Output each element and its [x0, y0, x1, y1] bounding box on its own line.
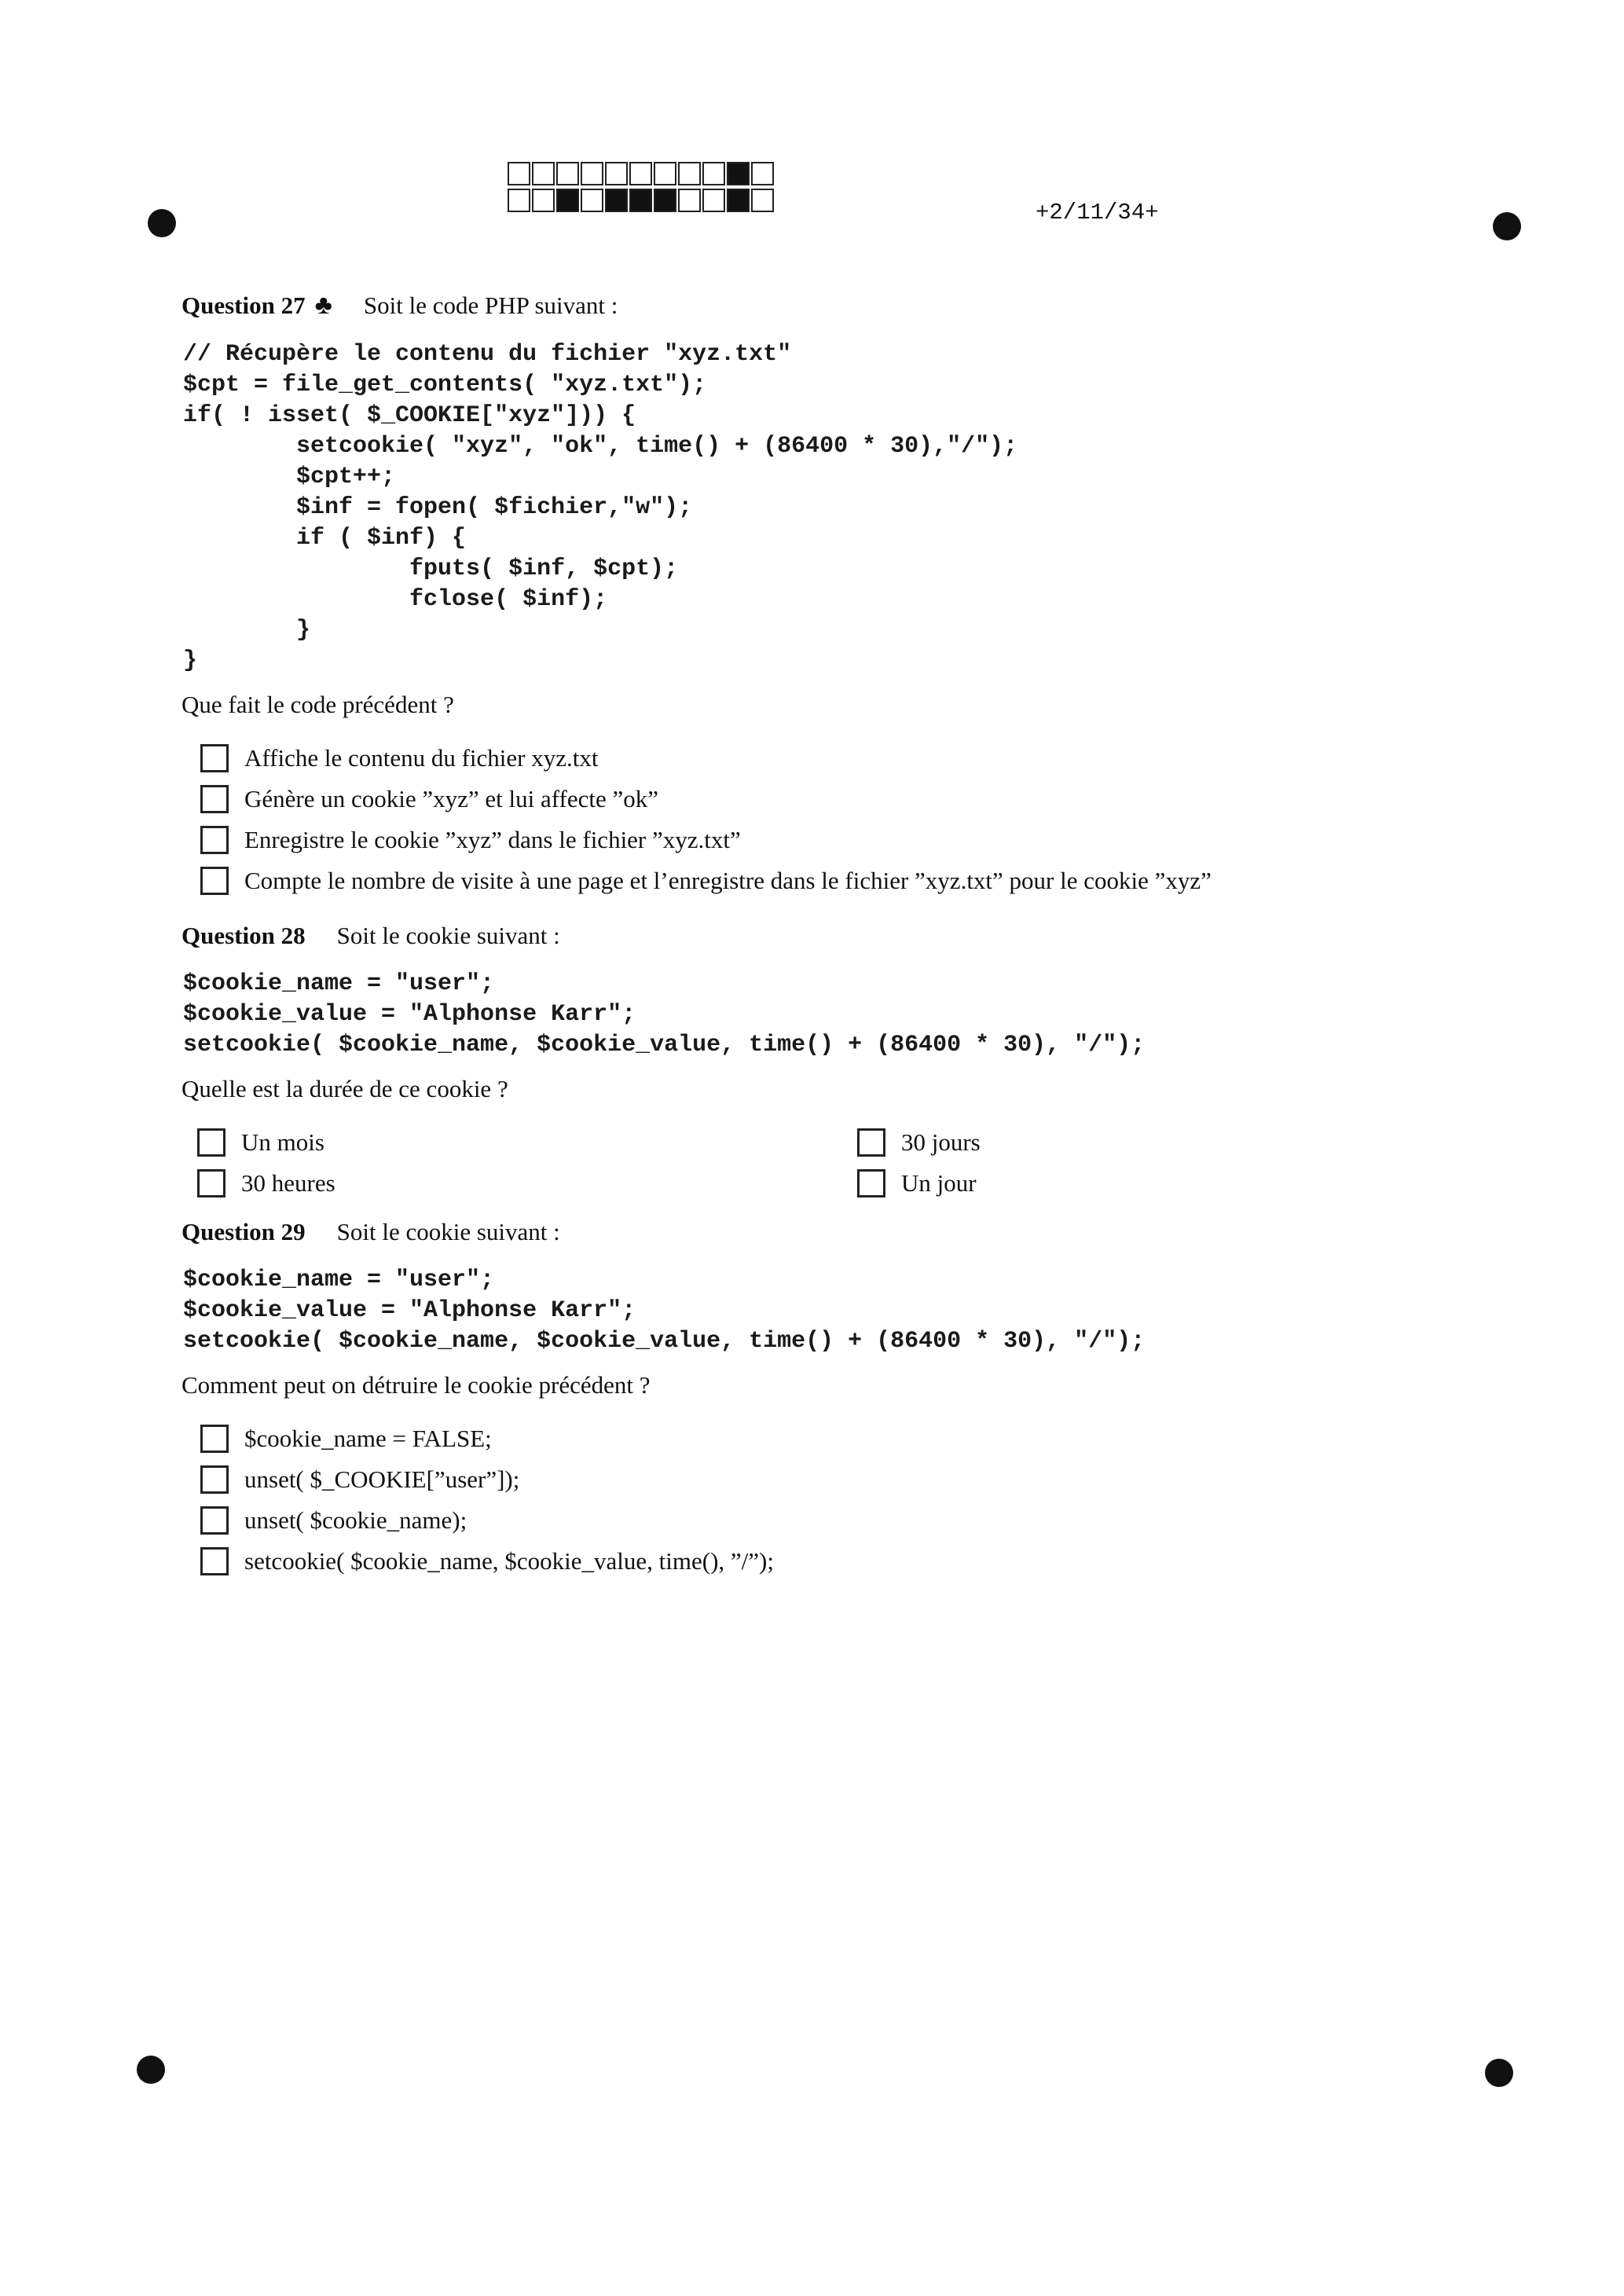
checkbox[interactable] — [857, 1169, 885, 1198]
question-prompt: Comment peut on détruire le cookie précédent ? — [181, 1371, 651, 1399]
question-intro: Soit le code PHP suivant : — [363, 292, 618, 319]
barcode-cell — [532, 189, 555, 212]
answer-option[interactable]: $cookie_name = FALSE; — [200, 1418, 1512, 1459]
checkbox[interactable] — [197, 1128, 225, 1157]
barcode-cell — [678, 189, 701, 212]
question-label: Question 28 — [181, 922, 306, 949]
checkbox[interactable] — [200, 1425, 229, 1453]
barcode-cell — [508, 189, 530, 212]
page-identifier: +2/11/34+ — [1036, 200, 1159, 226]
barcode-cell — [605, 189, 628, 212]
question-label: Question 29 — [181, 1218, 306, 1245]
registration-mark-top-right — [1493, 212, 1521, 240]
barcode-cell — [581, 189, 603, 212]
checkbox[interactable] — [200, 785, 229, 813]
answer-option[interactable]: Un jour — [857, 1163, 1250, 1204]
answer-options — [200, 1418, 1512, 1582]
barcode-row-2 — [508, 189, 775, 212]
question-prompt: Quelle est la durée de ce cookie ? — [181, 1075, 508, 1102]
barcode-cell — [751, 189, 774, 212]
question-prompt: Que fait le code précédent ? — [181, 691, 454, 718]
checkbox[interactable] — [200, 826, 229, 854]
answer-option[interactable]: Un mois — [197, 1122, 857, 1163]
answer-option[interactable]: 30 heures — [197, 1163, 857, 1204]
answer-option[interactable]: unset( $_COOKIE[”user”]); — [200, 1459, 1512, 1500]
barcode-cell — [702, 162, 725, 185]
code-block: // Récupère le contenu du fichier "xyz.txt" $cpt = file_get_contents( "xyz.txt"); if( ! isset( $_COOKIE["xyz"])) { setcookie( "xyz", "ok", time() + (86400 * 30),"/"); $cpt++; $inf = fopen( $fichier,"w"); if ( $inf) { fputs( $inf, $cpt); fclose( $inf); } } — [183, 341, 1018, 674]
code-block: $cookie_name = "user"; $cookie_value = "Alphonse Karr"; setcookie( $cookie_name, $cookie_value, time() + (86400 * 30), "/"); — [183, 1267, 1146, 1355]
question-27-header — [181, 291, 1512, 321]
page-barcode — [508, 162, 775, 215]
barcode-cell — [751, 162, 774, 185]
barcode-cell — [556, 162, 579, 185]
code-block: $cookie_name = "user"; $cookie_value = "Alphonse Karr"; setcookie( $cookie_name, $cookie_value, time() + (86400 * 30), "/"); — [183, 970, 1146, 1058]
answer-option[interactable]: Enregistre le cookie ”xyz” dans le fichier ”xyz.txt” — [200, 820, 1512, 860]
barcode-cell — [605, 162, 628, 185]
checkbox[interactable] — [200, 744, 229, 772]
answer-option[interactable]: setcookie( $cookie_name, $cookie_value, time(), ”/”); — [200, 1541, 1512, 1582]
question-28-header — [181, 922, 1512, 950]
question-label: Question 27 ♣ — [181, 291, 332, 320]
registration-mark-bottom-left — [137, 2056, 165, 2084]
barcode-cell — [654, 162, 676, 185]
question-intro: Soit le cookie suivant : — [336, 1218, 560, 1245]
registration-mark-top-left — [148, 209, 176, 237]
checkbox[interactable] — [200, 1465, 229, 1494]
answer-option[interactable]: Affiche le contenu du fichier xyz.txt — [200, 738, 1512, 779]
answer-options — [197, 1122, 1512, 1204]
barcode-cell — [508, 162, 530, 185]
question-29-header — [181, 1218, 1512, 1246]
answer-option[interactable]: unset( $cookie_name); — [200, 1500, 1512, 1541]
exam-content — [177, 291, 1512, 1602]
barcode-cell — [532, 162, 555, 185]
club-icon: ♣ — [314, 291, 332, 320]
checkbox[interactable] — [200, 1506, 229, 1535]
registration-mark-bottom-right — [1485, 2059, 1513, 2087]
barcode-cell — [727, 162, 750, 185]
checkbox[interactable] — [200, 867, 229, 895]
barcode-cell — [727, 189, 750, 212]
answer-option[interactable]: Compte le nombre de visite à une page et l’enregistre dans le fichier ”xyz.txt” pour le cookie ”xyz” — [200, 860, 1512, 901]
answer-option[interactable]: Génère un cookie ”xyz” et lui affecte ”ok” — [200, 779, 1512, 820]
barcode-cell — [629, 162, 652, 185]
answer-option[interactable]: 30 jours — [857, 1122, 1250, 1163]
barcode-cell — [581, 162, 603, 185]
barcode-row-1 — [508, 162, 775, 185]
question-intro: Soit le cookie suivant : — [336, 922, 560, 949]
checkbox[interactable] — [197, 1169, 225, 1198]
barcode-cell — [654, 189, 676, 212]
barcode-cell — [702, 189, 725, 212]
checkbox[interactable] — [200, 1547, 229, 1575]
answer-options — [200, 738, 1512, 901]
checkbox[interactable] — [857, 1128, 885, 1157]
barcode-cell — [629, 189, 652, 212]
barcode-cell — [556, 189, 579, 212]
barcode-cell — [678, 162, 701, 185]
